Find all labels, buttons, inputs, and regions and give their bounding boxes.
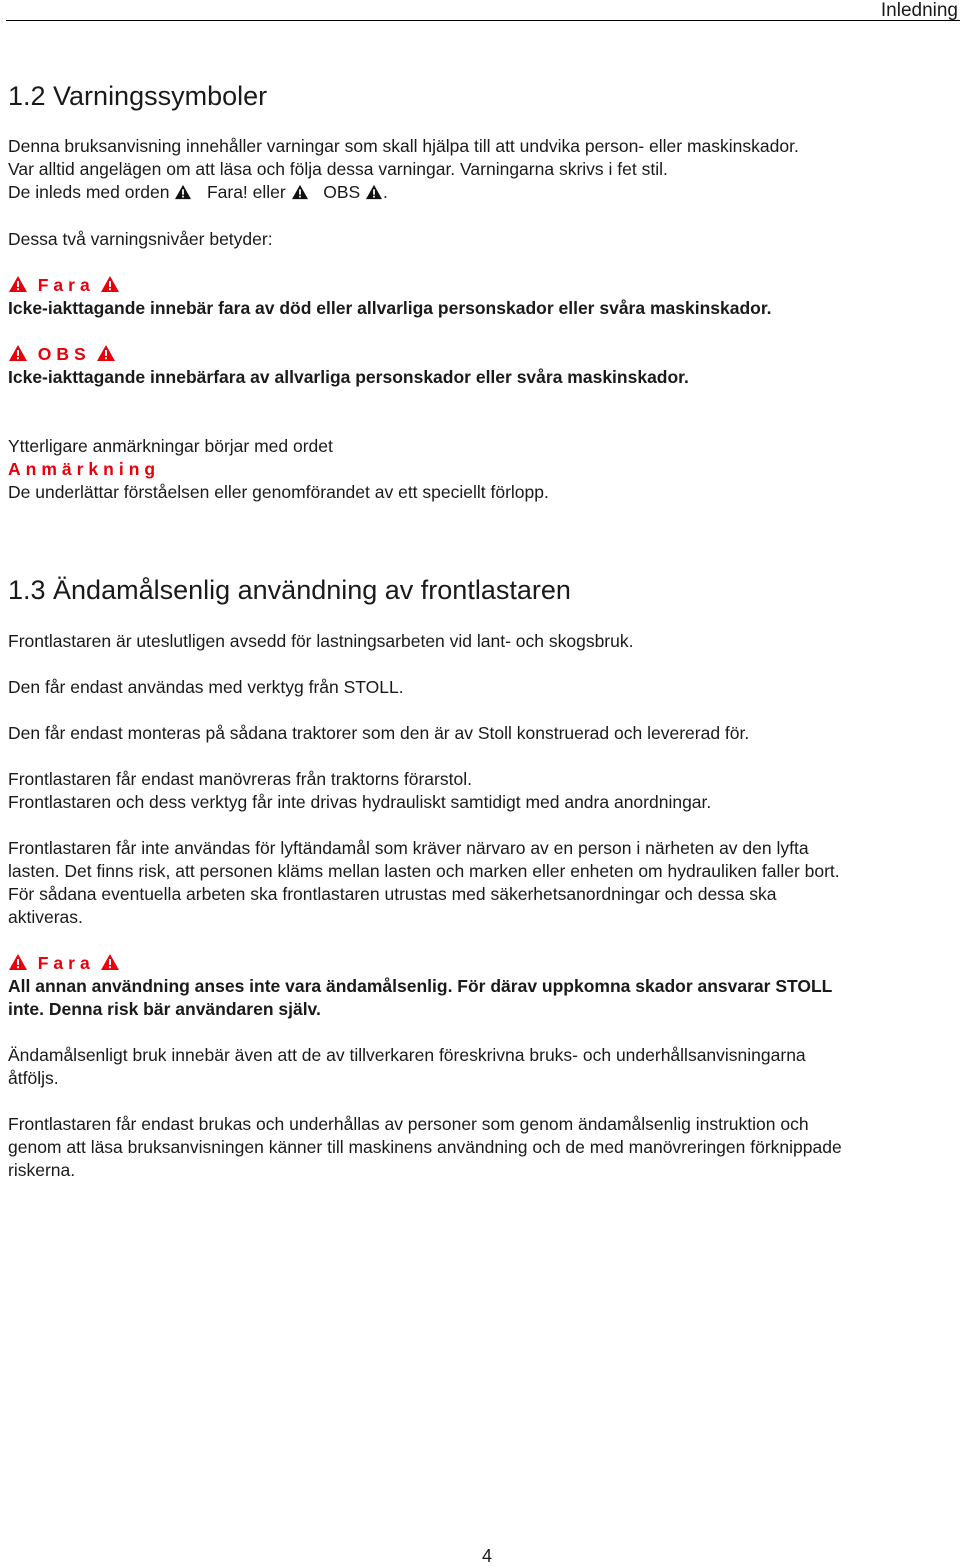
paragraph: Ändamålsenligt bruk innebär även att de av tillverkaren föreskrivna bruks- och underhållsanvisningarna (8, 1045, 806, 1065)
paragraph: Frontlastaren och dess verktyg får inte drivas hydrauliskt samtidigt med andra anordningar. (8, 792, 712, 812)
intro-line-2: Var alltid angelägen om att läsa och följa dessa varningar. Varningarna skrivs i fet stil. (8, 159, 668, 179)
warning-triangle-icon (291, 184, 309, 200)
fara-text: All annan användning anses inte vara ändamålsenlig. För därav uppkomna skador ansvarar STOLL (8, 976, 833, 996)
warning-triangle-icon (96, 344, 116, 362)
paragraph: åtföljs. (8, 1068, 59, 1088)
paragraph: Den får endast användas med verktyg från STOLL. (8, 677, 404, 697)
fara-heading (8, 952, 120, 975)
paragraph: riskerna. (8, 1160, 76, 1180)
fara-label: Fara (37, 953, 95, 973)
fara-heading (8, 274, 120, 297)
warning-triangle-icon (100, 275, 120, 293)
paragraph: Frontlastaren är uteslutligen avsedd för lastningsarbeten vid lant- och skogsbruk. (8, 631, 634, 651)
obs-heading (8, 343, 116, 366)
note-label: Anmärkning (8, 459, 161, 479)
intro-text-c: OBS (323, 182, 361, 202)
paragraph: Frontlastaren får inte användas för lyftändamål som kräver närvaro av en person i närheten av den lyfta (8, 838, 809, 858)
paragraph: Den får endast monteras på sådana traktorer som den är av Stoll konstruerad och levererad för. (8, 723, 750, 743)
note-text: De underlättar förståelsen eller genomförandet av ett speciellt förlopp. (8, 482, 549, 502)
fara-text: Icke-iakttagande innebär fara av död eller allvarliga personskador eller svåra maskinskador. (8, 298, 772, 318)
intro-text-a: De inleds med orden (8, 182, 170, 202)
warning-triangle-icon (365, 184, 383, 200)
paragraph: lasten. Det finns risk, att personen kläms mellan lasten och marken eller enheten om hydrauliken faller bort. (8, 861, 840, 881)
warning-triangle-icon (100, 953, 120, 971)
fara-text: inte. Denna risk bär användaren själv. (8, 999, 321, 1019)
intro-line-3 (8, 181, 388, 204)
levels-text: Dessa två varningsnivåer betyder: (8, 229, 273, 249)
intro-text-b: Fara! eller (206, 182, 286, 202)
warning-triangle-icon (8, 953, 28, 971)
paragraph: Frontlastaren får endast manövreras från traktorns förarstol. (8, 769, 472, 789)
paragraph: genom att läsa bruksanvisningen känner till maskinens användning och de med manövreringen förknippade (8, 1137, 842, 1157)
intro-text-d: . (383, 182, 388, 202)
paragraph: Frontlastaren får endast brukas och underhållas av personer som genom ändamålsenlig instruktion och (8, 1114, 809, 1134)
warning-triangle-icon (8, 275, 28, 293)
note-heading (8, 458, 160, 481)
obs-text: Icke-iakttagande innebärfara av allvarliga personskador eller svåra maskinskador. (8, 367, 689, 387)
section-heading-1-2: 1.2 Varningssymboler (8, 81, 268, 111)
header-rule (6, 20, 960, 21)
header-title: Inledning (880, 0, 958, 21)
fara-label: Fara (37, 275, 95, 295)
paragraph: aktiveras. (8, 907, 83, 927)
note-intro: Ytterligare anmärkningar börjar med ordet (8, 436, 333, 456)
warning-triangle-icon (8, 344, 28, 362)
intro-line-1: Denna bruksanvisning innehåller varningar som skall hjälpa till att undvika person- eller maskinskador. (8, 136, 799, 156)
warning-triangle-icon (174, 184, 192, 200)
page-number: 4 (482, 1546, 493, 1566)
paragraph: För sådana eventuella arbeten ska frontlastaren utrustas med säkerhetsanordningar och dessa ska (8, 884, 777, 904)
obs-label: OBS (37, 344, 91, 364)
section-heading-1-3: 1.3 Ändamålsenlig användning av frontlastaren (8, 575, 571, 605)
